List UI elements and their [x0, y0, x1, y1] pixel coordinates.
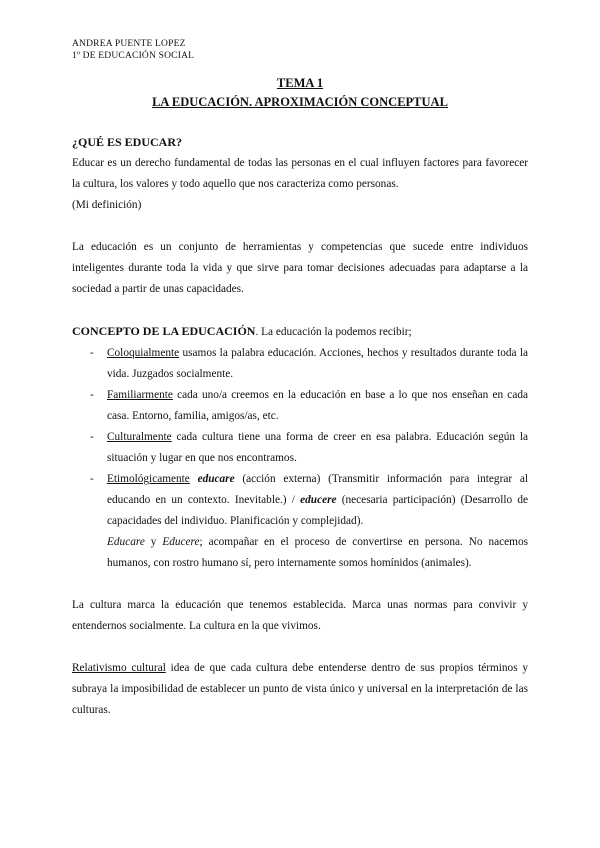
- list-item: [72, 343, 528, 385]
- term-etimologicamente: Etimológicamente: [107, 473, 190, 485]
- term-familiarmente: Familiarmente: [107, 389, 173, 401]
- item-text: cada uno/a creemos en la educación en base a lo que nos enseñan en cada casa. Entorno, familia, amigos/as, etc.: [107, 389, 528, 422]
- word-joiner: y: [144, 536, 163, 548]
- topic-title: TEMA 1: [276, 76, 324, 90]
- etym-part2: (necesaria participación) (Desarrollo de capacidades del individuo. Planificación y complejidad).: [107, 494, 528, 527]
- author-header: [72, 38, 194, 62]
- concept-list: [72, 343, 528, 532]
- relativism-text: idea de que cada cultura debe entenderse dentro de sus propios términos y subraya la imposibilidad de establecer un punto de vista único y universal en la interpretación de las culturas.: [72, 662, 528, 716]
- author-name: ANDREA PUENTE LOPEZ: [72, 39, 186, 49]
- term-culturalmente: Culturalmente: [107, 431, 172, 443]
- what-is-note: (Mi definición): [72, 199, 142, 211]
- title-block: [0, 74, 600, 112]
- list-item: [72, 469, 528, 532]
- educare-educere-paragraph: [72, 532, 528, 574]
- word-educere: Educere: [162, 536, 200, 548]
- topic-subtitle: LA EDUCACIÓN. APROXIMACIÓN CONCEPTUAL: [152, 95, 448, 109]
- concept-intro: . La educación la podemos recibir;: [255, 326, 412, 338]
- document-body: [72, 132, 528, 721]
- list-item: [72, 427, 528, 469]
- list-dash: -: [90, 389, 94, 401]
- list-dash: -: [90, 347, 94, 359]
- relativism-paragraph: [72, 658, 528, 721]
- term-coloquialmente: Coloquialmente: [107, 347, 180, 359]
- education-paragraph: La educación es un conjunto de herramientas y competencias que sucede entre individuos inteligentes durante toda la vida y que sirve para tomar decisiones adecuadas para adaptarse a la sociedad a partir de unas capacidades.: [72, 241, 528, 295]
- item-text: usamos la palabra educación. Acciones, hechos y resultados durante toda la vida. Juzgados socialmente.: [107, 347, 528, 380]
- item-text: cada cultura tiene una forma de creer en esa palabra. Educación según la situación y lugar en que nos encontramos.: [107, 431, 528, 464]
- concept-heading: CONCEPTO DE LA EDUCACIÓN: [72, 324, 256, 338]
- list-item: [72, 385, 528, 427]
- relativism-term: Relativismo cultural: [72, 662, 166, 674]
- concept-intro-line: [72, 321, 528, 343]
- what-is-heading: ¿QUÉ ES EDUCAR?: [72, 135, 183, 149]
- list-dash: -: [90, 431, 94, 443]
- educare-text: ; acompañar en el proceso de convertirse en persona. No nacemos humanos, con rostro humano sí, pero internamente somos homínidos (animales).: [107, 536, 528, 569]
- list-dash: -: [90, 473, 94, 485]
- course-name: 1º DE EDUCACIÓN SOCIAL: [72, 51, 195, 61]
- culture-paragraph: La cultura marca la educación que tenemos establecida. Marca unas normas para convivir y entendernos socialmente. La cultura en la que vivimos.: [72, 599, 528, 632]
- what-is-definition: Educar es un derecho fundamental de todas las personas en el cual influyen factores para favorecer la cultura, los valores y todo aquello que nos caracteriza como personas.: [72, 157, 528, 190]
- latin-educere: educere: [300, 494, 337, 506]
- latin-educare: educare: [197, 473, 235, 485]
- etym-part1: (acción externa) (Transmitir información para integrar al educando en un contexto. Inevitable.) /: [107, 473, 528, 506]
- word-educare: Educare: [107, 536, 145, 548]
